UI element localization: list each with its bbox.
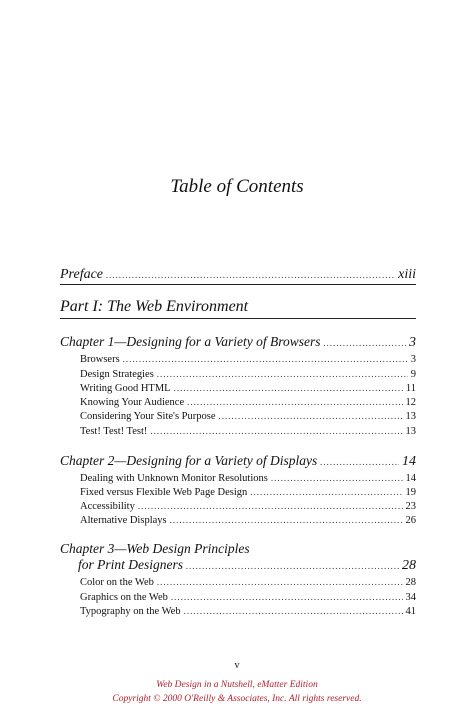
leader-dots <box>184 606 403 616</box>
leader-dots <box>174 383 403 393</box>
part-heading: Part I: The Web Environment <box>60 298 249 315</box>
leader-dots <box>123 354 408 364</box>
toc-entry-section[interactable] <box>80 354 416 365</box>
section-title: Color on the Web <box>80 577 154 588</box>
leader-dots <box>186 561 399 571</box>
section-title: Accessibility <box>80 501 135 512</box>
toc-entry-section[interactable] <box>80 515 416 526</box>
leader-dots <box>250 487 402 497</box>
section-title: Considering Your Site's Purpose <box>80 411 216 422</box>
chapter-page: 28 <box>402 558 416 573</box>
leader-dots <box>170 515 403 525</box>
section-title: Design Strategies <box>80 369 154 380</box>
section-title: Browsers <box>80 354 120 365</box>
section-page: 28 <box>405 577 416 588</box>
chapter-3-title-line1: Chapter 3—Web Design Principles <box>60 541 250 556</box>
section-page: 13 <box>405 426 416 437</box>
page-number: v <box>234 660 240 671</box>
leader-dots <box>320 457 399 467</box>
section-title: Graphics on the Web <box>80 592 168 603</box>
leader-dots <box>271 473 403 483</box>
section-page: 19 <box>405 487 416 498</box>
leader-dots <box>324 338 406 348</box>
toc-entry-section[interactable] <box>80 411 416 422</box>
leader-dots <box>219 411 403 421</box>
section-page: 41 <box>405 606 416 617</box>
leader-dots <box>157 577 403 587</box>
chapter-page: 14 <box>402 454 416 469</box>
toc-entry-preface[interactable] <box>60 267 416 283</box>
section-title: Fixed versus Flexible Web Page Design <box>80 487 248 498</box>
leader-dots <box>106 270 395 280</box>
toc-entry-section[interactable] <box>80 487 416 498</box>
section-title: Dealing with Unknown Monitor Resolutions <box>80 473 268 484</box>
section-page: 13 <box>405 411 416 422</box>
footer-book-title: Web Design in a Nutshell, eMatter Edition <box>156 680 318 690</box>
toc-entry-section[interactable] <box>80 426 416 437</box>
toc-entry-chapter-1[interactable] <box>60 334 416 351</box>
section-title: Typography on the Web <box>80 606 181 617</box>
leader-dots <box>157 369 408 379</box>
toc-entry-label: Preface <box>60 267 104 282</box>
chapter-title: Chapter 2—Designing for a Variety of Displays <box>60 453 318 468</box>
section-page: 9 <box>410 369 416 380</box>
toc-entry-chapter-3[interactable] <box>78 557 416 574</box>
toc-entry-page: xiii <box>398 267 416 282</box>
section-title: Knowing Your Audience <box>80 397 185 408</box>
toc-entry-chapter-2[interactable] <box>60 453 416 470</box>
chapter-title-line2: for Print Designers <box>78 557 184 572</box>
section-page: 23 <box>405 501 416 512</box>
section-page: 12 <box>405 397 416 408</box>
toc-entry-section[interactable] <box>80 606 416 617</box>
leader-dots <box>150 426 402 436</box>
toc-entry-section[interactable] <box>80 473 416 484</box>
section-page: 11 <box>405 383 416 394</box>
toc-entry-section[interactable] <box>80 383 416 394</box>
footer-copyright: Copyright © 2000 O'Reilly & Associates, Inc. All rights reserved. <box>112 694 362 704</box>
toc-entry-section[interactable] <box>80 397 416 408</box>
chapter-title: Chapter 1—Designing for a Variety of Browsers <box>60 334 321 349</box>
leader-dots <box>171 592 403 602</box>
section-page: 3 <box>410 354 416 365</box>
section-title: Test! Test! Test! <box>80 426 148 437</box>
divider <box>60 318 416 319</box>
section-page: 14 <box>405 473 416 484</box>
toc-entry-section[interactable] <box>80 369 416 380</box>
section-page: 26 <box>405 515 416 526</box>
toc-entry-section[interactable] <box>80 501 416 512</box>
leader-dots <box>187 397 402 407</box>
section-title: Alternative Displays <box>80 515 167 526</box>
section-page: 34 <box>405 592 416 603</box>
toc-entry-section[interactable] <box>80 577 416 588</box>
toc-entry-section[interactable] <box>80 592 416 603</box>
section-title: Writing Good HTML <box>80 383 171 394</box>
leader-dots <box>138 501 403 511</box>
divider <box>60 284 416 285</box>
page-title: Table of Contents <box>170 176 304 197</box>
chapter-page: 3 <box>409 335 416 350</box>
